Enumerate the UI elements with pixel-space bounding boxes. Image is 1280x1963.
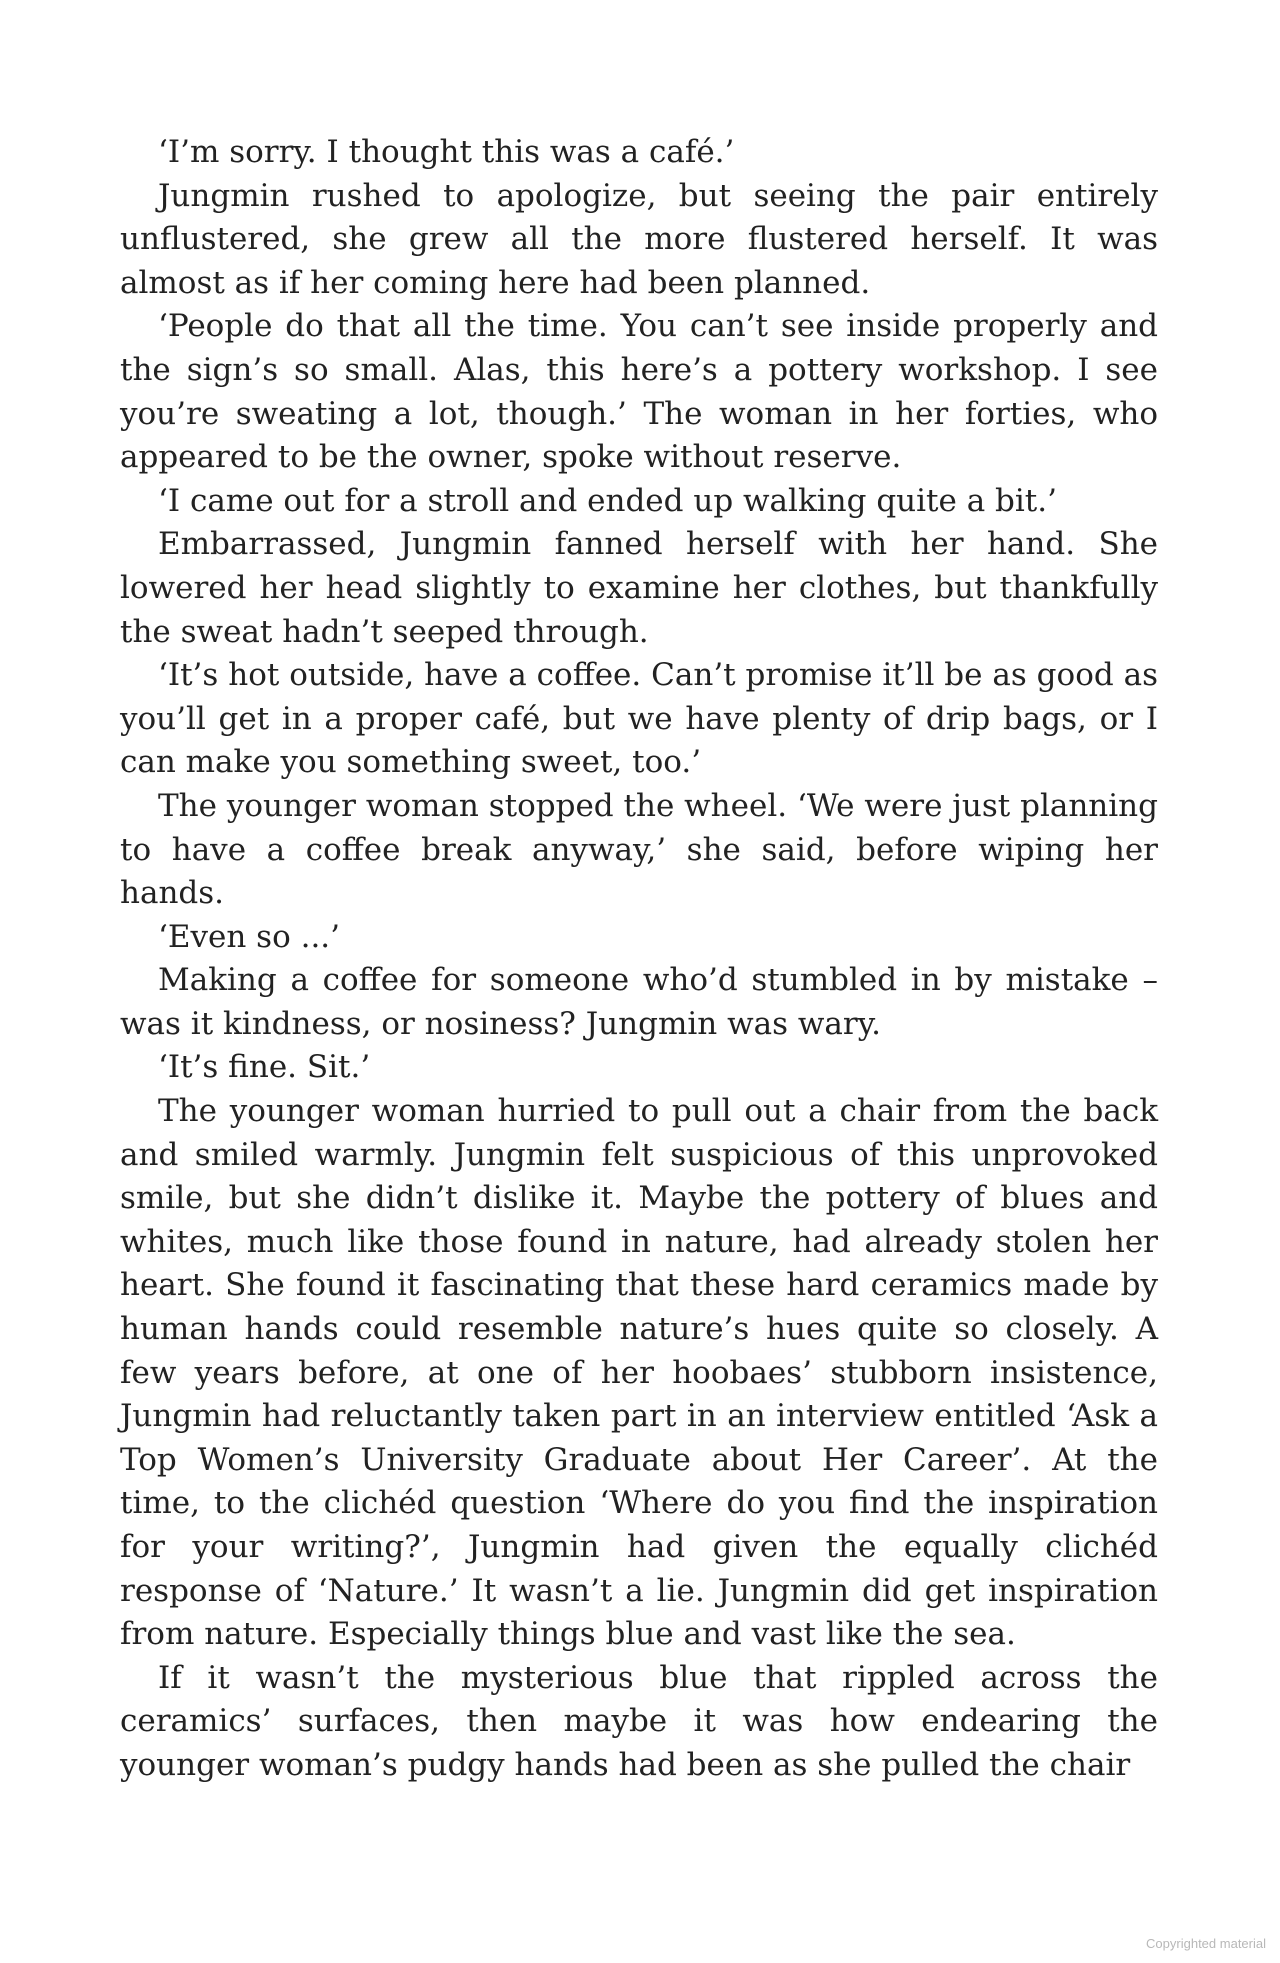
paragraph: If it wasn’t the mysterious blue that rippled across the ceramics’ surfaces, then maybe it was how endearing the younger woman’s pudgy hands had been as she pulled the chair (120, 1659, 1158, 1783)
paragraph: ‘It’s hot outside, have a coffee. Can’t promise it’ll be as good as you’ll get in a proper café, but we have plenty of drip bags, or I can make you something sweet, too.’ (120, 657, 1158, 781)
paragraph: ‘I’m sorry. I thought this was a café.’ (158, 134, 735, 170)
paragraph: ‘People do that all the time. You can’t see inside properly and the sign’s so small. Alas, this here’s a pottery workshop. I see you’re sweating a lot, though.’ The woman in her forties, who appeared to be the owner, spoke without reserve. (120, 308, 1158, 476)
paragraph: ‘I came out for a stroll and ended up walking quite a bit.’ (158, 482, 1057, 519)
book-page (120, 131, 1158, 1788)
paragraph: ‘It’s fine. Sit.’ (158, 1049, 371, 1086)
paragraph: Embarrassed, Jungmin fanned herself with her hand. She lowered her head slightly to examine her clothes, but thankfully the sweat hadn’t seeped through. (120, 526, 1158, 650)
paragraph: ‘Even so ...’ (158, 918, 341, 955)
paragraph: The younger woman hurried to pull out a chair from the back and smiled warmly. Jungmin felt suspicious of this unprovoked smile, but she didn’t dislike it. Maybe the pottery of blues and whites, much like those found in nature, had already stolen her heart. She found it fascinating that these hard ceramics made by human hands could resemble nature’s hues quite so closely. A few years before, at one of her hoobaes’ stubborn insistence, Jungmin had reluctantly taken part in an interview entitled ‘Ask a Top Women’s University Graduate about Her Career’. At the time, to the clichéd question ‘Where do you find the inspiration for your writing?’, Jungmin had given the equally clichéd response of ‘Nature.’ It wasn’t a lie. Jungmin did get inspiration from nature. Especially things blue and vast like the sea. (120, 1093, 1158, 1653)
paragraph: The younger woman stopped the wheel. ‘We were just planning to have a coffee break anyway,’ she said, before wiping her hands. (120, 787, 1158, 912)
paragraph: Jungmin rushed to apologize, but seeing the pair entirely unflustered, she grew all the more flustered herself. It was almost as if her coming here had been planned. (120, 177, 1158, 301)
copyright-watermark: Copyrighted material (1146, 1936, 1266, 1951)
paragraph: Making a coffee for someone who’d stumbled in by mistake – was it kindness, or nosiness? Jungmin was wary. (120, 962, 1158, 1042)
